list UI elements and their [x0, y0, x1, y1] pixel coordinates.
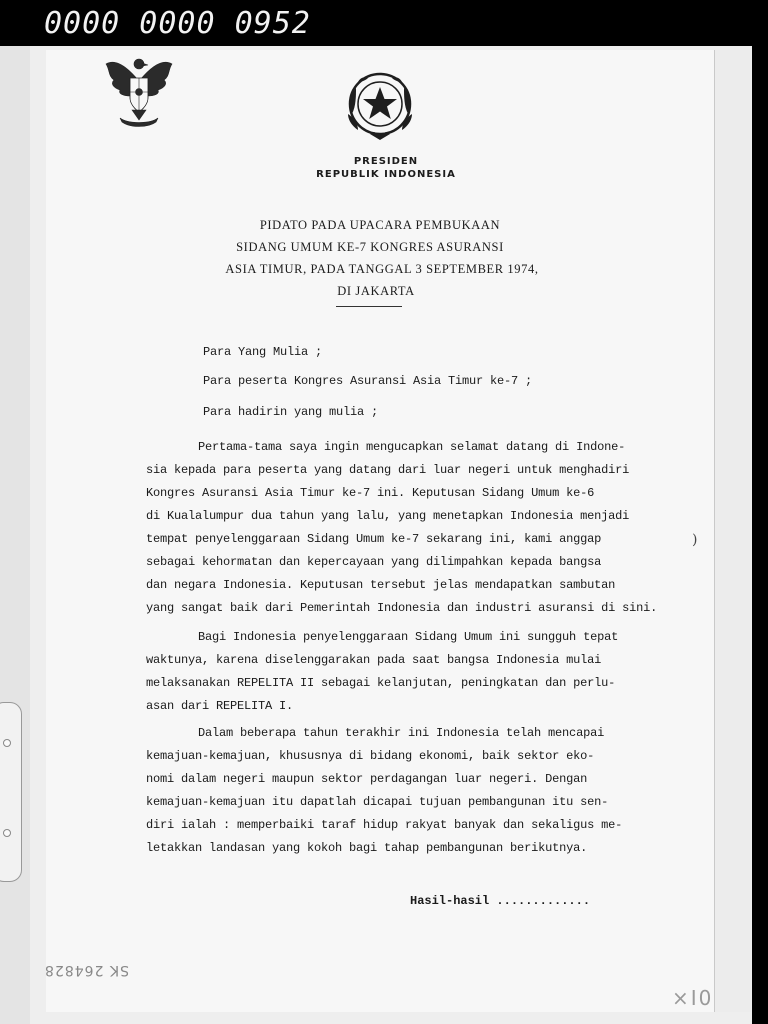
paragraph-line: Pertama-tama saya ingin mengucapkan selamat datang di Indone- — [198, 440, 626, 454]
speech-title-line4: DI JAKARTA — [337, 284, 415, 298]
archive-reference-code: SK 264828 — [44, 962, 129, 978]
paragraph-line: letakkan landasan yang kokoh bagi tahap pembangunan berikutnya. — [146, 841, 588, 855]
paragraph-line: sia kepada para peserta yang datang dari luar negeri untuk menghadiri — [146, 463, 630, 477]
paragraph-line: melaksanakan REPELITA II sebagai kelanjutan, peningkatan dan perlu- — [146, 676, 616, 690]
garuda-emblem-icon — [98, 50, 180, 130]
page-continuation-catchword: Hasil-hasil ............. — [410, 894, 591, 908]
page-corner-mark: ×I0 — [672, 986, 714, 1010]
paragraph-line: waktunya, karena diselenggarakan pada saat bangsa Indonesia mulai — [146, 653, 602, 667]
salutation-line: Para hadirin yang mulia ; — [203, 405, 379, 419]
office-title-line2: REPUBLIK INDONESIA — [316, 169, 456, 180]
speech-title-line2: SIDANG UMUM KE-7 KONGRES ASURANSI — [236, 240, 504, 254]
salutation-line: Para Yang Mulia ; — [203, 345, 323, 359]
paragraph-line: Bagi Indonesia penyelenggaraan Sidang Umum ini sungguh tepat — [198, 630, 619, 644]
paragraph-line: Kongres Asuransi Asia Timur ke-7 ini. Keputusan Sidang Umum ke-6 — [146, 486, 595, 500]
speech-title-line3: ASIA TIMUR, PADA TANGGAL 3 SEPTEMBER 1974, — [225, 262, 539, 276]
page-right-edge — [714, 50, 751, 1012]
salutation-line: Para peserta Kongres Asuransi Asia Timur ke-7 ; — [203, 374, 533, 388]
paragraph-line: kemajuan-kemajuan itu dapatlah dicapai tujuan pembangunan itu sen- — [146, 795, 609, 809]
paragraph-line: dan negara Indonesia. Keputusan tersebut jelas mendapatkan sambutan — [146, 578, 616, 592]
document-page — [46, 50, 714, 1012]
film-frame-number: 0000 0000 0952 — [44, 6, 311, 41]
paragraph-line: nomi dalam negeri maupun sektor perdagangan luar negeri. Dengan — [146, 772, 588, 786]
presidential-seal-icon — [338, 62, 422, 146]
paragraph-line: diri ialah : memperbaiki taraf hidup rakyat banyak dan sekaligus me- — [146, 818, 623, 832]
binder-hole — [3, 829, 11, 837]
paragraph-line: Dalam beberapa tahun terakhir ini Indonesia telah mencapai — [198, 726, 605, 740]
title-underline — [336, 306, 402, 307]
paragraph-line: kemajuan-kemajuan, khususnya di bidang ekonomi, baik sektor eko- — [146, 749, 595, 763]
paragraph-line: asan dari REPELITA I. — [146, 699, 294, 713]
paragraph-line: sebagai kehormatan dan kepercayaan yang dilimpahkan kepada bangsa — [146, 555, 602, 569]
binder-tab — [0, 702, 22, 882]
speech-title-line1: PIDATO PADA UPACARA PEMBUKAAN — [259, 218, 501, 232]
paragraph-line: yang sangat baik dari Pemerintah Indonesia dan industri asuransi di sini. — [146, 601, 658, 615]
office-title-line1: PRESIDEN — [353, 156, 419, 167]
paragraph-line: di Kualalumpur dua tahun yang lalu, yang menetapkan Indonesia menjadi — [146, 509, 630, 523]
binder-hole — [3, 739, 11, 747]
right-margin-mark: ) — [692, 532, 698, 548]
paragraph-line: tempat penyelenggaraan Sidang Umum ke-7 sekarang ini, kami anggap — [146, 532, 602, 546]
